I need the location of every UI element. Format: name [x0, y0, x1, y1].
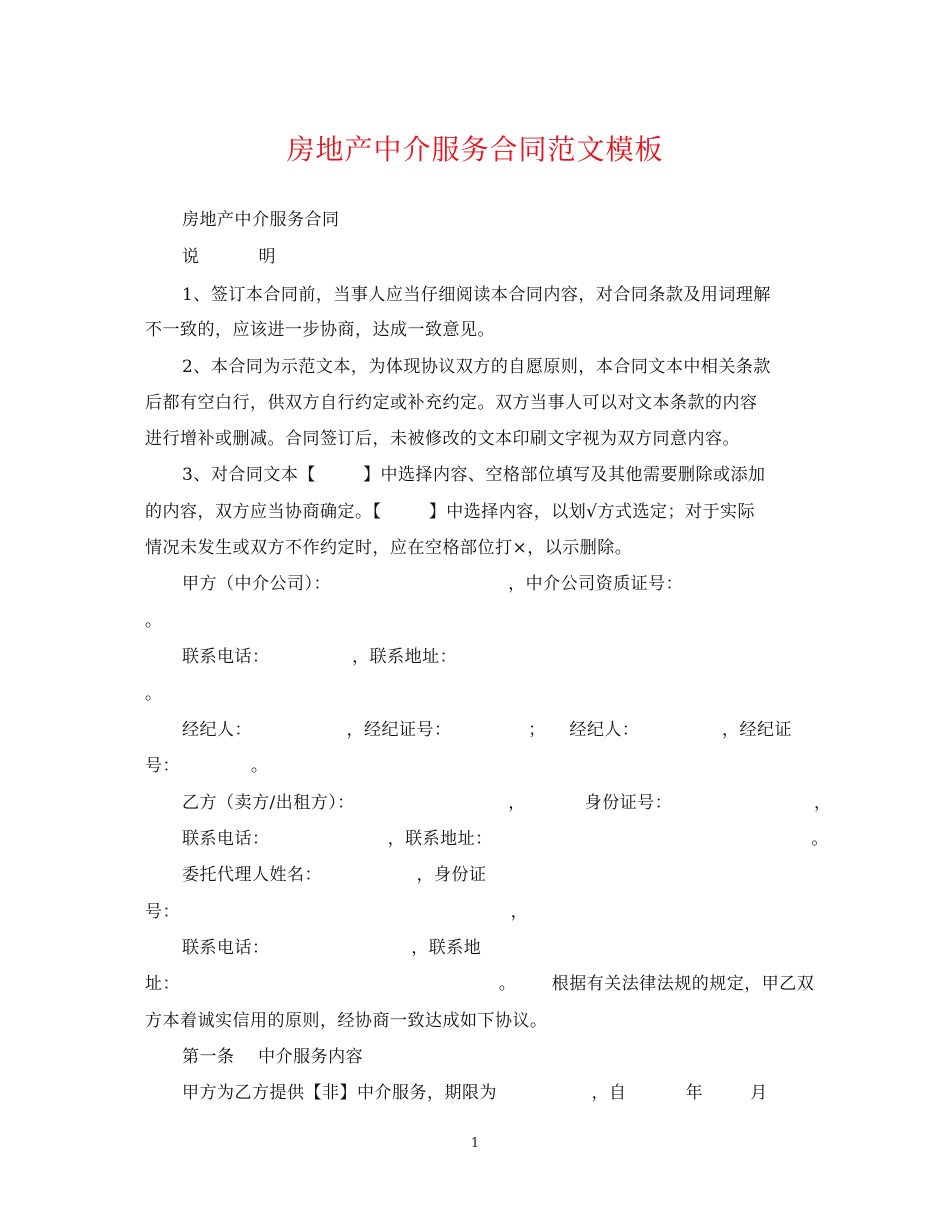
party-a-contact-line: 联系电话： ，联系地址： — [182, 647, 458, 667]
agent-contact-line: 联系电话： ，联系地 — [182, 938, 482, 958]
contract-heading: 房地产中介服务合同 — [182, 210, 340, 230]
paragraph-line: 号： ， — [145, 902, 529, 922]
paragraph-line: 方本着诚实信用的原则，经协商一致达成如下协议。 — [145, 1011, 548, 1031]
article-heading: 第一条 中介服务内容 — [182, 1047, 364, 1067]
page-number: 1 — [470, 1136, 480, 1151]
paragraph-line: 后都有空白行，供双方自行约定或补充约定。双方当事人可以对文本条款的内容 — [145, 393, 758, 413]
agent-line: 委托代理人姓名： ，身份证 — [182, 865, 487, 885]
explanation-heading: 说 明 — [182, 247, 277, 267]
paragraph-line: 。 — [145, 684, 163, 704]
paragraph-line: 进行增补或删减。合同签订后，未被修改的文本印刷文字视为双方同意内容。 — [145, 429, 740, 449]
broker-line: 经纪人： ，经纪证号： ； 经纪人： ，经纪证 — [182, 720, 792, 740]
paragraph-line: 2、本合同为示范文本，为体现协议双方的自愿原则，本合同文本中相关条款 — [182, 357, 771, 377]
paragraph-line: 号： 。 — [145, 756, 269, 776]
paragraph-line: 不一致的，应该进一步协商，达成一致意见。 — [145, 320, 495, 340]
paragraph-line: 址： 。 根据有关法律法规的规定，甲乙双 — [145, 974, 815, 994]
paragraph-line: 1、签订本合同前，当事人应当仔细阅读本合同内容，对合同条款及用词理解 — [182, 285, 771, 305]
paragraph-line: 3、对合同文本【 】中选择内容、空格部位填写及其他需要删除或添加 — [182, 465, 766, 485]
party-b-contact-line: 联系电话： ，联系地址： 。 — [182, 829, 829, 849]
party-b-line: 乙方（卖方/出租方）： ， 身份证号： ， — [182, 793, 832, 813]
paragraph-line: 。 — [145, 611, 163, 631]
paragraph-line: 情况未发生或双方不作约定时，应在空格部位打×，以示删除。 — [145, 538, 633, 558]
document-title: 房地产中介服务合同范文模板 — [286, 133, 664, 166]
party-a-line: 甲方（中介公司）： ，中介公司资质证号： — [182, 574, 684, 594]
paragraph-line: 甲方为乙方提供【非】中介服务，期限为 ，自 年 月 — [182, 1083, 768, 1103]
paragraph-line: 的内容，双方应当协商确定。【 】中选择内容，以划√方式选定；对于实际 — [145, 502, 756, 522]
